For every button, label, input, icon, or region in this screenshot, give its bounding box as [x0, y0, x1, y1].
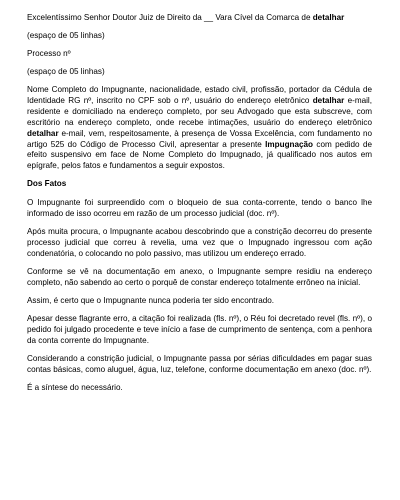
spacing-note-1: (espaço de 05 linhas) [27, 31, 105, 40]
qualification-text-3: e-mail, vem, respeitosamente, à presença de Vossa Excelência, com fundamento no artigo 525 do Código de Processo Civil, apresentar a presente [27, 128, 372, 149]
facts-paragraph-5: Apesar desse flagrante erro, a citação foi realizada (fls. nº), o Réu foi decretado revel (fls. nº), o pedido foi julgado procedente e teve início a fase de cumprimento de sentença, com a penhora da conta corrente do Impugnante. [27, 313, 372, 345]
facts-paragraph-3: Conforme se vê na documentação em anexo, o Impugnante sempre residiu na endereço completo, não sabendo ao certo o porquê de constar endereço totalmente errôneo na inicial. [27, 266, 372, 287]
facts-paragraph-6: Considerando a constrição judicial, o Impugnante passa por sérias dificuldades em pagar suas contas básicas, como aluguel, água, luz, telefone, conforme documentação em anexo (doc. nº). [27, 353, 372, 374]
qualification-placeholder-2: detalhar [27, 128, 59, 138]
facts-paragraph-2: Após muita procura, o Impugnante acabou descobrindo que a constrição decorreu do presente processo judicial que correu à revelia, uma vez que o Impugnado ingressou com ação condenatória, o colocando no polo passivo, mas utilizou um endereço errado. [27, 227, 372, 258]
qualification-text-1: Nome Completo do Impugnante, nacionalidade, estado civil, profissão, portador da Cédula de Identidade RG nº, inscrito no CPF sob o nº, usuário do endereço eletrônico [27, 85, 372, 105]
facts-paragraph-4: Assim, é certo que o Impugnante nunca poderia ter sido encontrado. [27, 295, 275, 305]
process-number: Processo nº [27, 49, 71, 58]
spacing-note-2: (espaço de 05 linhas) [27, 67, 105, 76]
court-addressing [27, 13, 372, 24]
facts-paragraph-1: O Impugnante foi surpreendido com o bloqueio de sua conta-corrente, tendo o banco lhe informado de isso ocorreu em razão de um processo judicial (doc. nº). [27, 198, 372, 219]
qualification-placeholder-1: detalhar [312, 95, 345, 105]
qualification-text-2: e-mail, residente e domiciliado na endereço completo, por seu Advogado que esta subscreve, com escritório na endereço completo, onde recebe intimações, usuário do endereço eletrônico [27, 95, 372, 127]
qualification-text-4: com pedido de efeito suspensivo em face de Nome Completo do Impugnado, já qualificado nos autos em epígrafe, pelos fatos e fundamentos a seguir expostos. [27, 139, 372, 171]
section-heading-facts: Dos Fatos [27, 179, 67, 189]
document-page [27, 13, 372, 401]
court-addressing-text: Excelentíssimo Senhor Doutor Juiz de Direito da __ Vara Cível da Comarca de [27, 13, 313, 22]
facts-paragraph-7: É a síntese do necessário. [27, 382, 123, 392]
qualification-keyword: Impugnação [265, 139, 314, 149]
court-addressing-placeholder: detalhar [312, 13, 345, 22]
qualification-paragraph [27, 85, 372, 172]
